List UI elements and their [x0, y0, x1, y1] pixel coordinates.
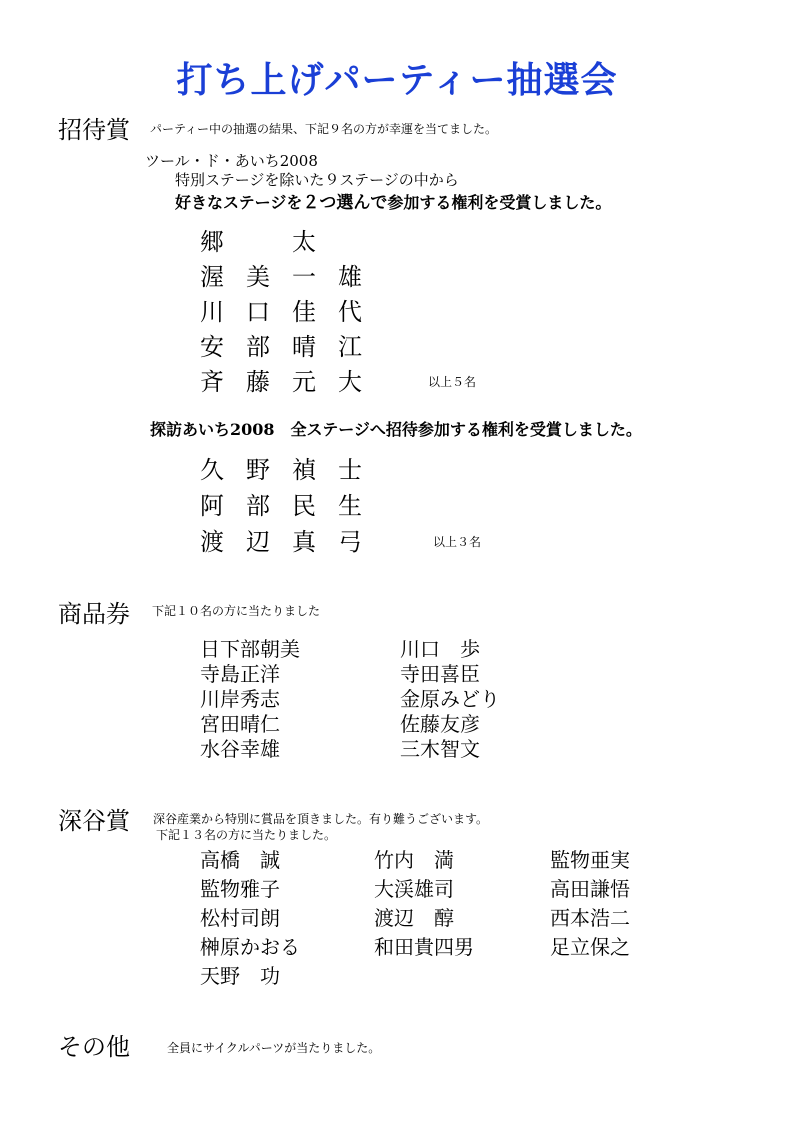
fukaya-heading: 深谷賞 — [58, 807, 130, 835]
tour-line2-emphasis: ２つ選んで — [302, 193, 388, 213]
fukaya-col2-1: 竹内 満 — [374, 848, 454, 872]
tour-line2 — [175, 188, 611, 213]
fukaya-col2-3: 渡辺 醇 — [374, 906, 454, 930]
fukaya-col1-1: 高橋 誠 — [200, 848, 280, 872]
voucher-col2-3: 金原みどり — [400, 687, 500, 711]
fukaya-col1-5: 天野 功 — [200, 964, 280, 988]
visit-count: 以上３名 — [433, 535, 482, 549]
fukaya-desc2: 下記１３名の方に当たりました。 — [156, 828, 337, 842]
voucher-desc: 下記１０名の方に当たりました — [152, 604, 321, 618]
tour-line1: 特別ステージを除いた９ステージの中から — [175, 171, 459, 189]
fukaya-col3-3: 西本浩二 — [550, 906, 630, 930]
voucher-col2-1: 川口 歩 — [400, 637, 480, 661]
fukaya-col3-2: 高田謙悟 — [550, 877, 630, 901]
fukaya-col3-4: 足立保之 — [550, 935, 630, 959]
visit-line: 探訪あいち2008 全ステージへ招待参加する権利を受賞しました。 — [150, 420, 642, 439]
tour-winner-5: 斉 藤 元 大 — [200, 368, 362, 396]
voucher-col2-5: 三木智文 — [400, 737, 480, 761]
tour-count: 以上５名 — [428, 375, 477, 389]
tour-winner-1: 郷 太 — [200, 228, 316, 256]
tour-winner-3: 川 口 佳 代 — [200, 298, 362, 326]
tour-name: ツール・ド・あいち2008 — [145, 152, 318, 170]
fukaya-col1-4: 榊原かおる — [200, 935, 300, 959]
voucher-col1-5: 水谷幸雄 — [200, 737, 280, 761]
voucher-col1-4: 宮田晴仁 — [200, 712, 280, 736]
voucher-col1-2: 寺島正洋 — [200, 662, 280, 686]
voucher-heading: 商品券 — [58, 600, 130, 628]
fukaya-col2-2: 大渓雄司 — [374, 877, 454, 901]
visit-winner-1: 久 野 禎 士 — [200, 456, 362, 484]
tour-winner-2: 渥 美 一 雄 — [200, 263, 362, 291]
fukaya-col1-2: 監物雅子 — [200, 877, 280, 901]
visit-winner-2: 阿 部 民 生 — [200, 492, 362, 520]
invite-desc: パーティー中の抽選の結果、下記９名の方が幸運を当てました。 — [150, 122, 498, 136]
page-title: 打ち上げパーティー抽選会 — [176, 60, 618, 101]
tour-line2-a: 好きなステージを — [175, 193, 303, 212]
other-heading: その他 — [58, 1033, 130, 1061]
fukaya-desc1: 深谷産業から特別に賞品を頂きました。有り難うございます。 — [153, 812, 489, 826]
tour-line2-c: 参加する権利を受賞しました。 — [387, 193, 612, 212]
fukaya-col2-4: 和田貴四男 — [374, 935, 474, 959]
fukaya-col1-3: 松村司朗 — [200, 906, 280, 930]
fukaya-col3-1: 監物亜実 — [550, 848, 630, 872]
voucher-col1-1: 日下部朝美 — [200, 637, 300, 661]
voucher-col1-3: 川岸秀志 — [200, 687, 280, 711]
voucher-col2-2: 寺田喜臣 — [400, 662, 480, 686]
voucher-col2-4: 佐藤友彦 — [400, 712, 480, 736]
other-desc: 全員にサイクルパーツが当たりました。 — [167, 1041, 381, 1055]
tour-winner-4: 安 部 晴 江 — [200, 333, 362, 361]
invite-heading: 招待賞 — [58, 116, 130, 144]
visit-winner-3: 渡 辺 真 弓 — [200, 528, 362, 556]
